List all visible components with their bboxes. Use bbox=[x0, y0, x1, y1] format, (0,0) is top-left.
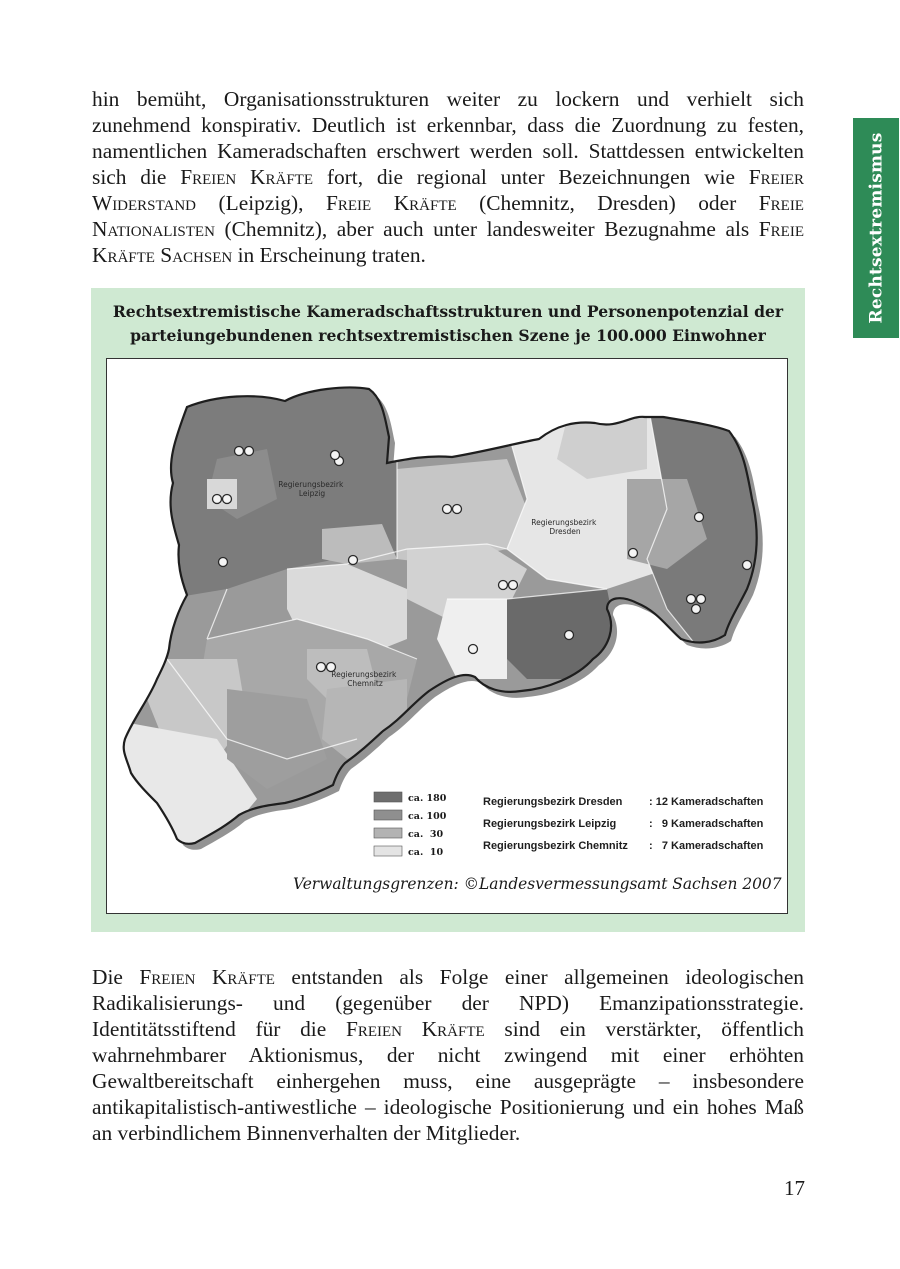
small-caps-term: Freier Widerstand bbox=[92, 165, 804, 215]
district-label-chemnitz: Regierungsbezirk Chemnitz bbox=[331, 670, 397, 688]
kameradschaft-marker-icon bbox=[213, 495, 222, 504]
legend-label: ca. 180 bbox=[408, 793, 447, 804]
district-count-name: Regierungsbezirk Leipzig bbox=[483, 818, 617, 830]
map-legend bbox=[374, 792, 447, 858]
kameradschaft-marker-icon bbox=[245, 447, 254, 456]
small-caps-term: Freie Nationalisten bbox=[92, 191, 804, 241]
legend-swatch bbox=[374, 828, 402, 838]
kameradschaft-marker-icon bbox=[235, 447, 244, 456]
kameradschaft-marker-icon bbox=[317, 663, 326, 672]
kameradschaft-marker-icon bbox=[219, 558, 228, 567]
kameradschaft-marker-icon bbox=[331, 451, 340, 460]
district-count-value: : 7 Kameradschaften bbox=[649, 840, 764, 852]
body-paragraph-2: Die Freien Kräfte entstanden als Folge einer allgemeinen ideologischen Radikalisierungs- und (gegenüber der NPD) Emanzipationsstrategie. Identitätsstiftend für die Freien Kräfte sind ein verstärkter, öffentlich wahrnehmbarer Aktionismus, der nicht zwingend mit einer erhöhten Gewaltbereitschaft einhergehen muss, eine ausgeprägte – insbesondere antikapitalistisch-antiwestliche – ideologische Positionierung und ein hohes Maß an verbindlichem Binnenverhalten der Mitglieder. bbox=[92, 965, 805, 1145]
district-counts bbox=[483, 796, 764, 852]
kameradschaft-marker-icon bbox=[695, 513, 704, 522]
kameradschaft-marker-icon bbox=[499, 581, 508, 590]
section-side-tab-label: Rechtsextremismus bbox=[866, 132, 886, 324]
kameradschaft-marker-icon bbox=[697, 595, 706, 604]
district-count-name: Regierungsbezirk Chemnitz bbox=[483, 840, 628, 852]
district-label-leipzig: Regierungsbezirk Leipzig bbox=[278, 480, 344, 498]
kameradschaft-marker-icon bbox=[443, 505, 452, 514]
kameradschaft-marker-icon bbox=[692, 605, 701, 614]
district-label-dresden: Regierungsbezirk Dresden bbox=[531, 518, 597, 536]
legend-swatch bbox=[374, 846, 402, 856]
legend-swatch bbox=[374, 810, 402, 820]
figure-box bbox=[91, 288, 805, 932]
small-caps-term: Freien Kräfte bbox=[180, 165, 314, 189]
region-saechsische-schweiz bbox=[497, 589, 617, 679]
body-paragraph-1: hin bemüht, Organisationsstrukturen weiter zu lockern und verhielt sich zunehmend konspirativ. Deutlich ist erkennbar, dass die Zuordnung zu festen, namentlichen Kameradschaften erschwert werden soll. Stattdessen entwickelten sich die Freien Kräfte fort, die regional unter Bezeichnungen wie Freier Widerstand (Leipzig), Freie Kräfte (Chemnitz, Dresden) oder Freie Nationalisten (Chemnitz), aber auch unter landesweiter Bezugnahme als Freie Kräfte Sachsen in Erscheinung traten. bbox=[92, 87, 804, 267]
legend-label: ca. 10 bbox=[408, 847, 444, 858]
figure-title-line-1: Rechtsextremistische Kameradschaftsstrukturen und Personenpotenzial der bbox=[112, 302, 784, 321]
page-number: 17 bbox=[784, 1176, 805, 1200]
map-credit: Verwaltungsgrenzen: ©Landesvermessungsamt Sachsen 2007 bbox=[293, 875, 782, 893]
district-count-value: : 9 Kameradschaften bbox=[649, 818, 764, 830]
kameradschaft-marker-icon bbox=[629, 549, 638, 558]
region-leipzig-inner bbox=[207, 479, 237, 509]
map-regions bbox=[107, 359, 789, 915]
figure-title bbox=[91, 300, 805, 348]
kameradschaft-marker-icon bbox=[223, 495, 232, 504]
legend-label: ca. 100 bbox=[408, 811, 447, 822]
kameradschaft-marker-icon bbox=[565, 631, 574, 640]
small-caps-term: Freie Kräfte bbox=[325, 191, 457, 215]
small-caps-term: Freien Kräfte bbox=[345, 1017, 485, 1041]
section-side-tab bbox=[853, 118, 899, 338]
map-frame bbox=[106, 358, 788, 914]
legend-label: ca. 30 bbox=[408, 829, 444, 840]
kameradschaft-marker-icon bbox=[743, 561, 752, 570]
kameradschaft-marker-icon bbox=[453, 505, 462, 514]
kameradschaft-marker-icon bbox=[469, 645, 478, 654]
small-caps-term: Freien Kräfte bbox=[139, 965, 275, 989]
kameradschaft-marker-icon bbox=[349, 556, 358, 565]
legend-swatch bbox=[374, 792, 402, 802]
small-caps-term: Freie Kräfte Sachsen bbox=[92, 217, 804, 267]
kameradschaft-marker-icon bbox=[509, 581, 518, 590]
district-count-name: Regierungsbezirk Dresden bbox=[483, 796, 623, 808]
district-count-value: : 12 Kameradschaften bbox=[649, 796, 764, 808]
kameradschaft-marker-icon bbox=[687, 595, 696, 604]
figure-title-line-2: parteiungebundenen rechtsextremistischen Szene je 100.000 Einwohner bbox=[130, 326, 766, 345]
saxony-map bbox=[107, 359, 789, 915]
